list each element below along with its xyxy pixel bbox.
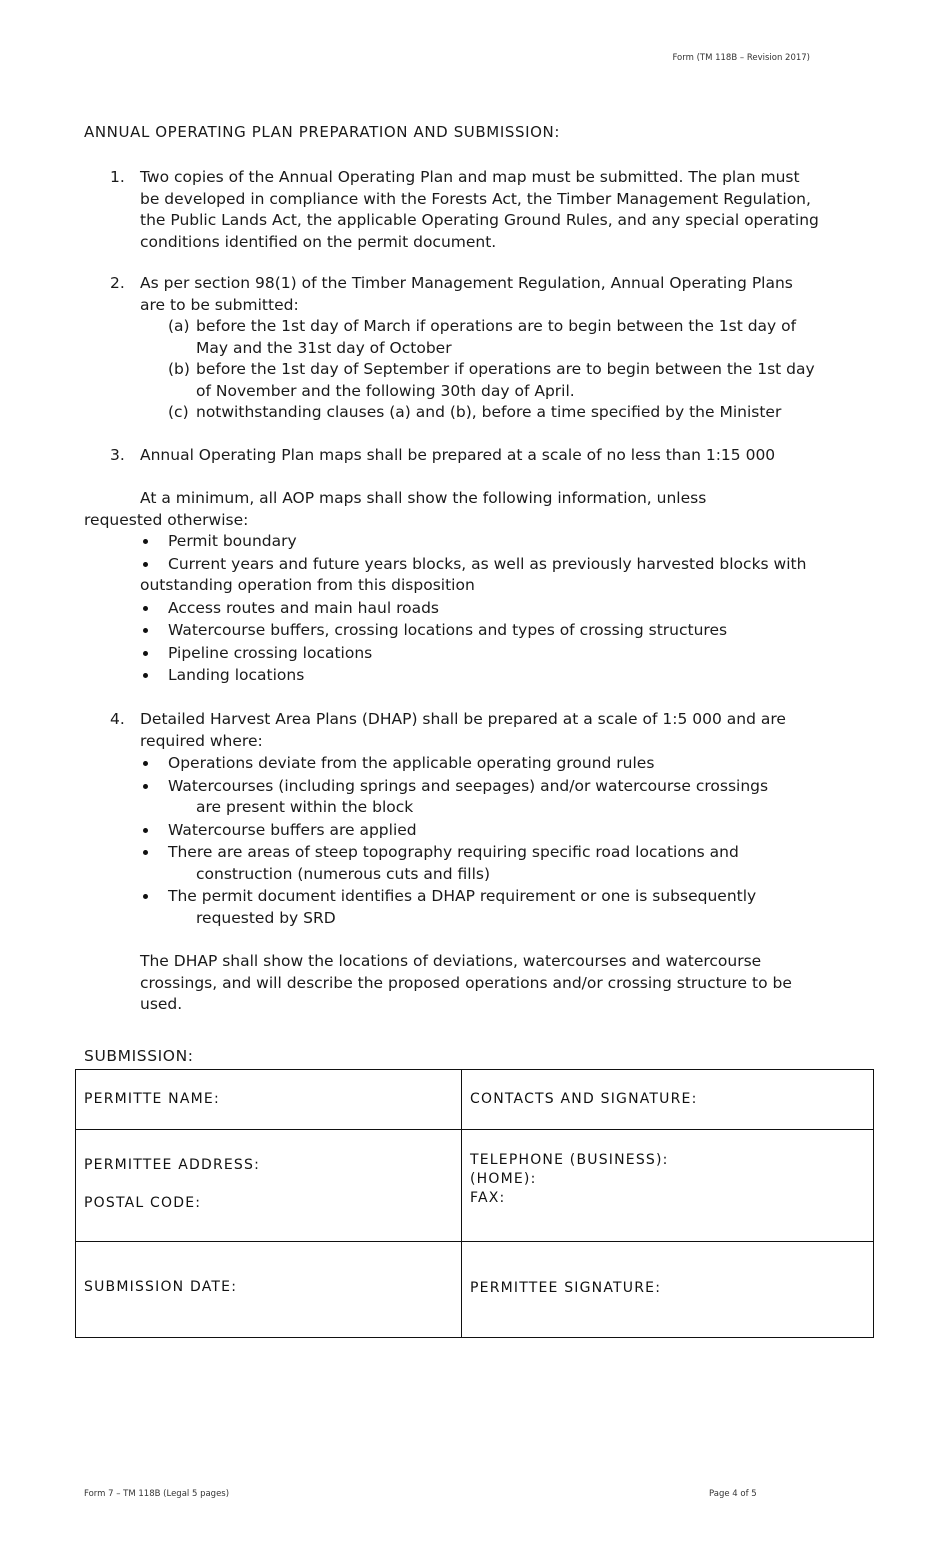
form-revision-label: Form (TM 118B – Revision 2017) (672, 53, 810, 63)
list-item: Permit boundary (140, 531, 820, 553)
permittee-signature-label: PERMITTEE SIGNATURE: (470, 1280, 662, 1296)
item-number: 1. (110, 168, 125, 186)
contacts-signature-cell[interactable] (462, 1070, 874, 1130)
list-item: The permit document identifies a DHAP requirement or one is subsequently requested by SRD (140, 886, 830, 929)
fax-label: FAX: (470, 1190, 506, 1206)
telephone-cell[interactable] (462, 1130, 874, 1242)
contacts-signature-label: CONTACTS AND SIGNATURE: (470, 1091, 698, 1107)
map-requirements-list (140, 531, 820, 687)
footer-form-label: Form 7 – TM 118B (Legal 5 pages) (84, 1489, 230, 1499)
list-item: Watercourses (including springs and seepages) and/or watercourse crossings are present within the block (140, 776, 830, 819)
item-text: As per section 98(1) of the Timber Management Regulation, Annual Operating Plans are to be submitted: (140, 274, 793, 314)
submission-title: SUBMISSION: (84, 1047, 194, 1065)
list-item: There are areas of steep topography requiring specific road locations and construction (numerous cuts and fills) (140, 842, 830, 885)
section-title: ANNUAL OPERATING PLAN PREPARATION AND SUBMISSION: (84, 123, 560, 141)
permittee-name-label: PERMITTE NAME: (84, 1091, 220, 1107)
list-item-1 (110, 167, 830, 253)
list-item-2 (110, 273, 830, 424)
list-item: Access routes and main haul roads (140, 598, 820, 620)
item-text: Annual Operating Plan maps shall be prepared at a scale of no less than 1:15 000 (140, 446, 776, 464)
permittee-address-cell[interactable] (76, 1130, 462, 1242)
submission-table (75, 1069, 874, 1338)
item-text: Detailed Harvest Area Plans (DHAP) shall be prepared at a scale of 1:5 000 and are required where: (140, 710, 786, 750)
list-item: Watercourse buffers are applied (140, 820, 830, 842)
postal-code-label: POSTAL CODE: (84, 1195, 202, 1211)
permittee-name-cell[interactable] (76, 1070, 462, 1130)
list-item-4 (110, 709, 830, 752)
sub-clause-a: (a) before the 1st day of March if operations are to begin between the 1st day of May and the 31st day of October (168, 317, 797, 357)
permittee-signature-cell[interactable] (462, 1242, 874, 1338)
telephone-home-label: (HOME): (470, 1171, 537, 1187)
list-item-3 (110, 445, 830, 467)
dhap-requirements-list (140, 753, 830, 929)
list-item: Landing locations (140, 665, 820, 687)
item-number: 3. (110, 446, 125, 464)
dhap-closing-paragraph: The DHAP shall show the locations of deviations, watercourses and watercourse crossings, and will describe the proposed operations and/or crossing structure to be used. (140, 952, 792, 1013)
item-number: 2. (110, 274, 125, 292)
sub-clause-b: (b) before the 1st day of September if operations are to begin between the 1st day of November and the following 30th day of April. (168, 360, 815, 400)
submission-date-cell[interactable] (76, 1242, 462, 1338)
list-item: Pipeline crossing locations (140, 643, 820, 665)
list-item: Operations deviate from the applicable operating ground rules (140, 753, 830, 775)
submission-date-label: SUBMISSION DATE: (84, 1279, 238, 1295)
list-item: Watercourse buffers, crossing locations and types of crossing structures (140, 620, 820, 642)
item-text: Two copies of the Annual Operating Plan and map must be submitted. The plan must be developed in compliance with the Forests Act, the Timber Management Regulation, the Public Lands Act, the applicable Operating Ground Rules, and any special operating conditions identified on the permit document. (140, 168, 819, 251)
permittee-address-label: PERMITTEE ADDRESS: (84, 1157, 261, 1173)
page-number: Page 4 of 5 (709, 1489, 757, 1499)
list-item: Current years and future years blocks, as well as previously harvested blocks with outstanding operation from this disposition (140, 554, 807, 594)
telephone-business-label: TELEPHONE (BUSINESS): (470, 1152, 669, 1168)
map-requirements-intro: At a minimum, all AOP maps shall show the following information, unless requested otherwise: (84, 489, 707, 529)
item-number: 4. (110, 710, 125, 728)
sub-clauses (168, 316, 828, 424)
sub-clause-c: (c) notwithstanding clauses (a) and (b), before a time specified by the Minister (168, 403, 782, 421)
